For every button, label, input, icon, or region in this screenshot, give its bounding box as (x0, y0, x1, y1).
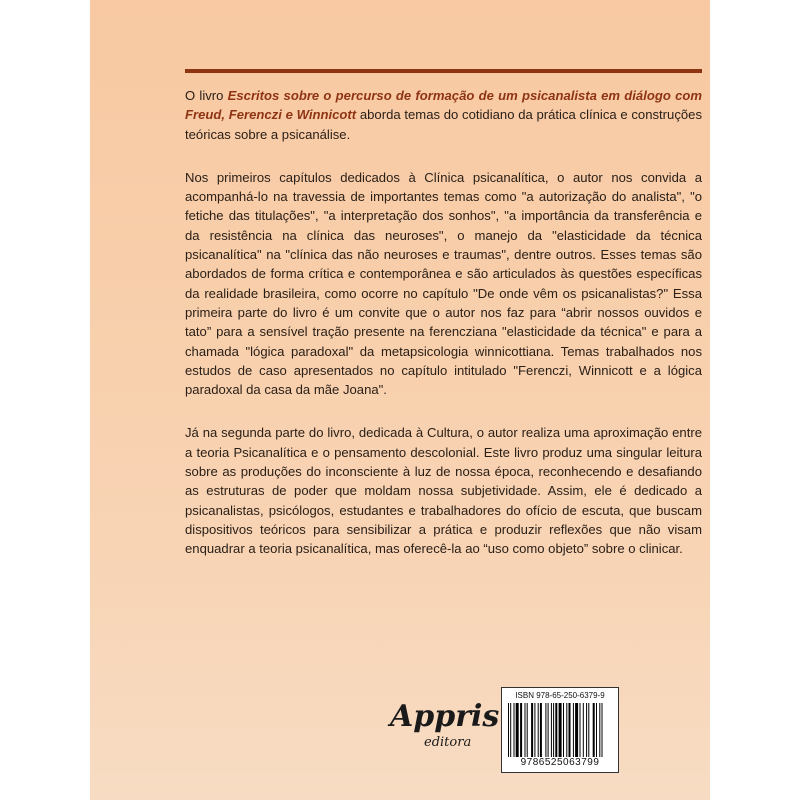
barcode-bar (569, 703, 571, 757)
isbn-label: ISBN 978-65-250-6379-9 (515, 691, 605, 700)
barcode-bar (573, 703, 574, 757)
barcode-bar (545, 703, 546, 757)
barcode-bar (596, 703, 597, 757)
barcode-bar (580, 703, 581, 757)
barcode-bars (508, 703, 612, 757)
logo-main: Appris (390, 699, 500, 734)
paragraph-3: Já na segunda parte do livro, dedicada à Cultura, o autor realiza uma aproximação entre a teoria Psicanalítica e o pensamento descolonial. Este livro produz uma singular leitura sobre as produções do inconsciente à luz de nossa época, reconhecendo e desafiando as estruturas de poder que moldam nossa subjetividade. Assim, ele é dedicado a psicanalistas, psicólogos, estudantes e trabalhadores do ofício de escuta, que buscam dispositivos teóricos para sensibilizar a prática e produzir reflexões que não visam enquadrar a teoria psicanalítica, mas oferecê-la ao “uso como objeto” sobre o clinicar. (185, 425, 702, 557)
paragraph-2: Nos primeiros capítulos dedicados à Clínica psicanalítica, o autor nos convida a acompanhá-lo na travessia de importantes temas como "a autorização do analista", "o fetiche das titulações", "a interpretação dos sonhos", "a importância da transferência e da resistência na clínica das neuroses", o manejo da "elasticidade da técnica psicanalítica" na "clínica das não neuroses e traumas", dentre outros. Esses temas são abordados de forma crítica e contemporânea e são articulados às questões específicas da realidade brasileira, como ocorre no capítulo "De onde vêm os psicanalistas?" Essa primeira parte do livro é um convite que o autor nos faz para “abrir nossos ouvidos e tato” para a sensível tração presente na ferencziana "elasticidade da técnica" e para a chamada "lógica paradoxal" da metapsicologia winnicottiana. Temas trabalhados nos estudos de caso apresentados no capítulo intitulado "Ferenczi, Winnicott e a lógica paradoxal da casa da mãe Joana". (185, 169, 702, 398)
barcode-bar (583, 703, 584, 757)
barcode-bar (525, 703, 526, 757)
barcode-panel (501, 687, 619, 773)
barcode-bar (586, 703, 587, 757)
barcode-bar (602, 703, 603, 757)
barcode-bar (575, 703, 578, 757)
logo-sub: editora (424, 735, 472, 750)
barcode-bar (508, 703, 509, 757)
barcode-bar (566, 703, 567, 757)
book-back-cover (90, 0, 710, 800)
barcode-bar (527, 703, 528, 757)
barcode-bar (534, 703, 535, 757)
barcode-bar (538, 703, 539, 757)
barcode-bar (514, 703, 515, 757)
barcode-bar (540, 703, 542, 757)
barcode-bar (516, 703, 519, 757)
barcode-bar (559, 703, 562, 757)
barcode-bar (553, 703, 554, 757)
barcode-bar (593, 703, 595, 757)
top-rule (185, 69, 702, 73)
barcode-bar (551, 703, 552, 757)
synopsis-text (185, 86, 702, 583)
barcode-bar (510, 703, 511, 757)
barcode-bar (548, 703, 549, 757)
book-title: Escritos sobre o percurso de formação de um psicanalista em diálogo com Freud, Ferenczi e Winnicott (185, 88, 702, 123)
barcode-number: 9786525063799 (520, 757, 600, 768)
barcode-bar (531, 703, 533, 757)
appris-logo (388, 690, 500, 752)
barcode-bar (599, 703, 600, 757)
barcode-bar (555, 703, 557, 757)
paragraph-1: O livro Escritos sobre o percurso de formação de um psicanalista em diálogo com Freud, Ferenczi e Winnicott aborda temas do cotidiano da prática clínica e construções teóricas sobre a psicanálise. (185, 88, 702, 142)
barcode-bar (520, 703, 522, 757)
barcode-bar (563, 703, 564, 757)
barcode-bar (588, 703, 589, 757)
